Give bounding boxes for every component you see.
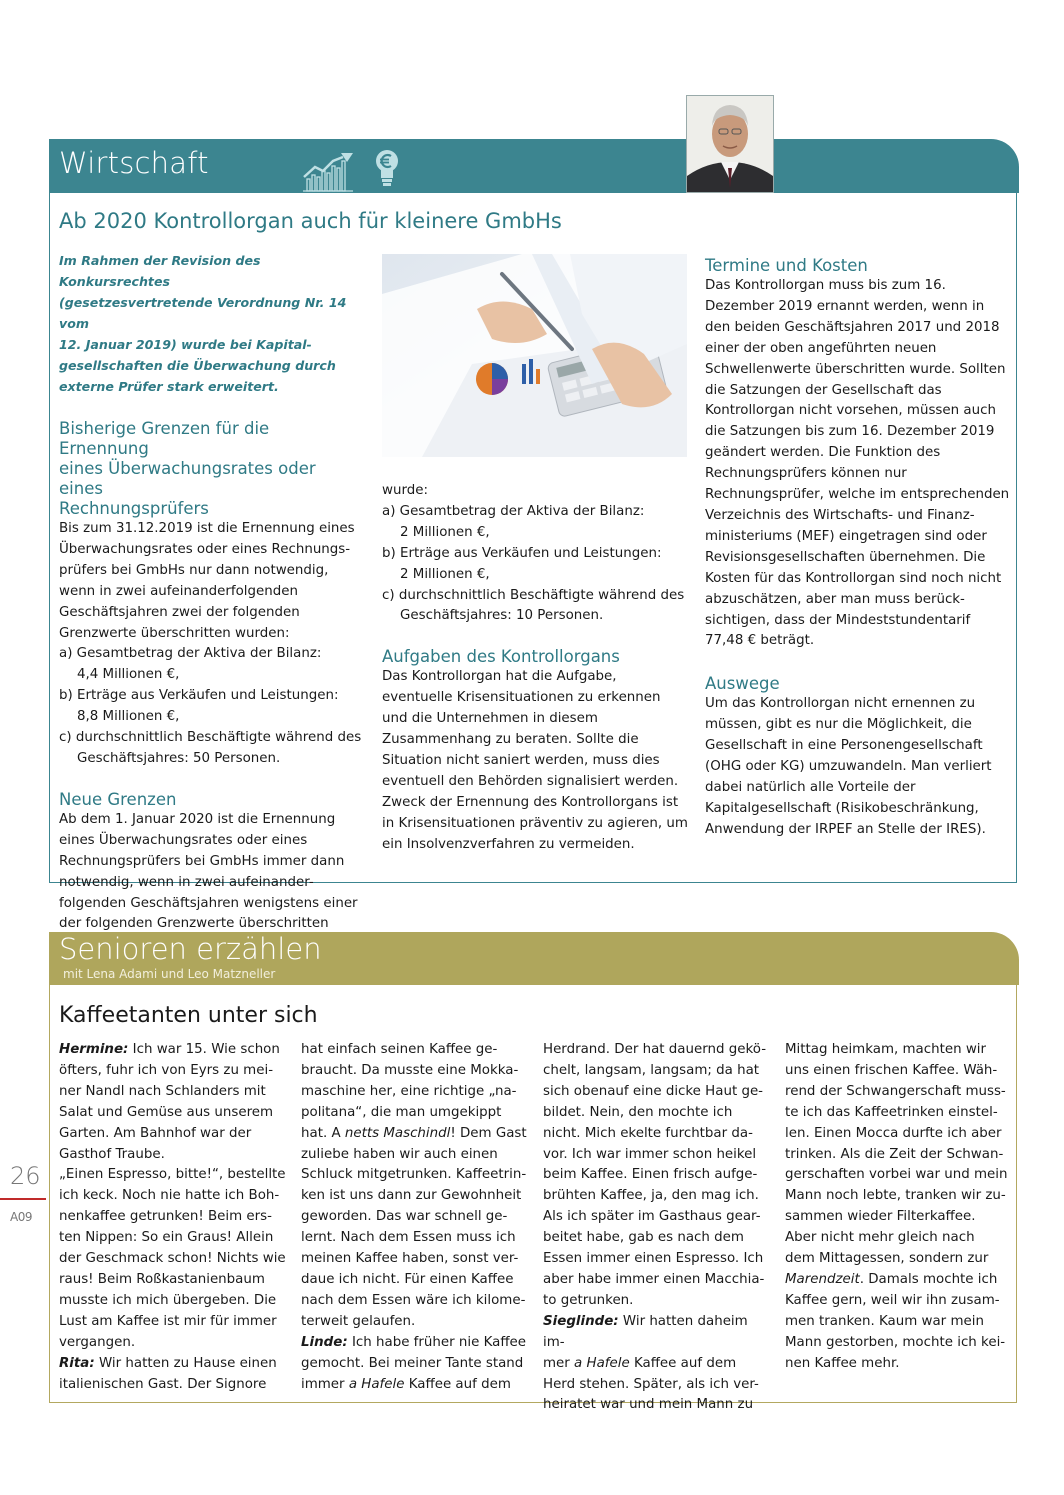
text-line: der Geschmack schon! Nichts wie xyxy=(59,1251,286,1267)
text-line: Essen immer einen Espresso. Ich xyxy=(543,1251,764,1267)
text-line: Marendzeit. Damals mochte ich xyxy=(785,1271,998,1287)
list-item: b) Erträge aus Verkäufen und Leistungen: 8,8 Millionen €, xyxy=(59,688,339,725)
subheading-neue-grenzen: Neue Grenzen xyxy=(59,789,177,809)
text-line: terweit gelaufen. xyxy=(301,1313,416,1329)
text-line: rend der Schwangerschaft muss- xyxy=(785,1083,1006,1099)
text-line: Mann noch lebte, tranken wir zu- xyxy=(785,1188,1006,1204)
text-line: mer a Hafele Kaffee auf dem xyxy=(543,1355,737,1371)
text-line: dem Mittagessen, sondern zur xyxy=(785,1251,989,1267)
wirtschaft-banner-title: Wirtschaft xyxy=(59,146,209,180)
paragraph: Bis zum 31.12.2019 ist die Ernennung eines Überwachungsrates oder eines Rechnungs- prüfers bei GmbHs nur dann notwendig, wenn in zwei aufeinanderfolgenden Geschäftsjahren zwei der folgenden Grenzwerte überschritten wurden: xyxy=(59,521,355,641)
author-portrait xyxy=(686,95,774,193)
text-line: Herdrand. Der hat dauernd gekö- xyxy=(543,1042,767,1057)
text-line: bildet. Nein, den mochte ich xyxy=(543,1104,733,1120)
paragraph: Um das Kontrollorgan nicht ernennen zu müssen, gibt es nur die Möglichkeit, die Gesellschaft in eine Personengesellschaft (OHG oder KG) umzuwandeln. Man verliert dabei natürlich alle Vorteile der Kapitalgesellschaft (Risikobeschränkung, Anwendung der IRPEF an Stelle der IRES). xyxy=(705,696,992,837)
text-line: gemocht. Bei meiner Tante stand xyxy=(301,1355,524,1371)
senioren-headline: Kaffeetanten unter sich xyxy=(59,1003,318,1028)
text-line: Kaffee gern, weil wir ihn zusam- xyxy=(785,1292,1000,1308)
text-line: te ich das Kaffeetrinken einstel- xyxy=(785,1104,998,1120)
text-line: Rita: Wir hatten zu Hause einen xyxy=(59,1355,277,1371)
text-line: len. Einen Mocca durfte ich aber xyxy=(785,1125,1002,1141)
text-line: vor. Ich war immer schon heikel xyxy=(543,1146,757,1162)
list-item: b) Erträge aus Verkäufen und Leistungen: 2 Millionen €, xyxy=(382,545,662,582)
paragraph: wurde: xyxy=(382,483,428,498)
text-line: braucht. Da musste eine Mokka- xyxy=(301,1062,519,1078)
lightbulb-euro-icon xyxy=(371,148,403,188)
text-line: Herd stehen. Später, als ich ver- xyxy=(543,1376,759,1392)
list-item: a) Gesamtbetrag der Aktiva der Bilanz: 4,4 Millionen €, xyxy=(59,646,322,683)
page-code: A09 xyxy=(10,1210,32,1224)
text-line: uns einen frischen Kaffee. Wäh- xyxy=(785,1062,998,1078)
text-line: aber habe immer einen Macchia- xyxy=(543,1271,765,1287)
text-line: raus! Beim Roßkastanienbaum xyxy=(59,1271,265,1287)
list-item: c) durchschnittlich Beschäftigte während des Geschäftsjahres: 50 Personen. xyxy=(59,730,362,766)
text-line: beim Kaffee. Einen frisch aufge- xyxy=(543,1167,758,1183)
text-line: daue ich nicht. Für einen Kaffee xyxy=(301,1271,514,1287)
paragraph: Das Kontrollorgan hat die Aufgabe, eventuelle Krisensituationen zu erkennen und die Unternehmen in diesem Zusammenhang zu beraten. Sollte die Situation nicht saniert werden, muss dies eventuell den Behörden signalisiert werden. Zweck der Ernennung des Kontrollorgans ist in Krisensituationen präventiv zu agieren, um ein Insolvenzverfahren zu vermeiden. xyxy=(382,669,688,852)
text-line: chelt, langsam, langsam; da hat xyxy=(543,1062,760,1078)
text-line: Gasthof Traube. xyxy=(59,1146,165,1162)
wirtschaft-column-3 xyxy=(705,256,1015,841)
page-number: 26 xyxy=(10,1162,41,1190)
text-line: brühten Kaffee, ja, den mag ich. xyxy=(543,1188,759,1204)
calculator-photo xyxy=(382,254,687,457)
subheading-bisherige-grenzen: Bisherige Grenzen für die Ernennung eines Überwachungsrates oder eines Rechnungsprüfers xyxy=(59,419,316,518)
text-line: Linde: Ich habe früher nie Kaffee xyxy=(301,1334,527,1350)
list-item: c) durchschnittlich Beschäftigte während des Geschäftsjahres: 10 Personen. xyxy=(382,587,685,624)
text-line: beitet habe, gab es nach dem xyxy=(543,1230,744,1246)
text-line: to getrunken. xyxy=(543,1292,634,1308)
text-line: ken ist uns dann zur Gewohnheit xyxy=(301,1188,522,1204)
senioren-column-3 xyxy=(543,1040,771,1416)
text-line: „Einen Espresso, bitte!“, bestellte xyxy=(59,1167,286,1183)
text-line: men tranken. Kaum war mein xyxy=(785,1313,984,1329)
text-line: Aber nicht mehr gleich nach xyxy=(785,1230,975,1246)
text-line: gerschaften vorbei war und mein xyxy=(785,1167,1008,1183)
text-line: lernt. Nach dem Essen muss ich xyxy=(301,1230,516,1246)
text-line: Mann gestorben, mochte ich kei- xyxy=(785,1334,1006,1350)
text-line: sammen wieder Filterkaffee. xyxy=(785,1209,976,1225)
wirtschaft-column-1 xyxy=(59,250,364,935)
growth-chart-icon xyxy=(301,151,355,193)
wirtschaft-column-2 xyxy=(382,481,692,856)
text-line: geworden. Das war schnell ge- xyxy=(301,1209,508,1225)
senioren-banner-subtitle: mit Lena Adami und Leo Matzneller xyxy=(63,967,276,981)
wirtschaft-headline: Ab 2020 Kontrollorgan auch für kleinere GmbHs xyxy=(59,209,562,233)
wirtschaft-banner xyxy=(49,139,1019,193)
page-marker-line xyxy=(0,1198,46,1200)
subheading-auswege: Auswege xyxy=(705,674,780,694)
text-line: sich obenauf eine dicke Haut ge- xyxy=(543,1083,764,1099)
text-line: öfters, fuhr ich von Eyrs zu mei- xyxy=(59,1062,274,1078)
text-line: meinen Kaffee haben, sonst ver- xyxy=(301,1251,519,1267)
text-line: Mittag heimkam, machten wir xyxy=(785,1042,987,1057)
text-line: italienischen Gast. Der Signore xyxy=(59,1376,267,1392)
text-line: heiratet war und mein Mann zu xyxy=(543,1397,754,1413)
senioren-column-1 xyxy=(59,1040,287,1395)
text-line: Sieglinde: Wir hatten daheim im- xyxy=(543,1313,748,1350)
text-line: hat einfach seinen Kaffee ge- xyxy=(301,1042,498,1057)
text-line: politana“, die man umgekippt xyxy=(301,1104,502,1120)
text-line: nicht. Mich ekelte furchtbar da- xyxy=(543,1125,753,1141)
text-line: ten Nippen: So ein Graus! Allein xyxy=(59,1230,274,1246)
text-line: trinken. Als die Zeit der Schwan- xyxy=(785,1146,1004,1162)
senioren-column-2 xyxy=(301,1040,529,1395)
senioren-banner xyxy=(49,932,1019,985)
text-line: nen Kaffee mehr. xyxy=(785,1355,900,1371)
list-old-limits xyxy=(59,644,364,769)
text-line: maschine her, eine richtige „na- xyxy=(301,1083,517,1099)
list-item: a) Gesamtbetrag der Aktiva der Bilanz: 2 Millionen €, xyxy=(382,503,645,540)
text-line: nenkaffee getrunken! Beim ers- xyxy=(59,1209,272,1225)
subheading-termine-kosten: Termine und Kosten xyxy=(705,256,868,275)
subheading-aufgaben: Aufgaben des Kontrollorgans xyxy=(382,647,620,667)
text-line: ner Nandl nach Schlanders mit xyxy=(59,1083,266,1099)
senioren-column-4 xyxy=(785,1040,1013,1375)
paragraph: Das Kontrollorgan muss bis zum 16. Dezember 2019 ernannt werden, wenn in den beiden Geschäftsjahren 2017 und 2018 einer der oben angeführten neuen Schwellenwerte überschritten wurde. Sollten die Satzungen der Gesellschaft das Kontrollorgan nicht vorsehen, müssen auch die Satzungen bis zum 16. Dezember 2019 geändert werden. Die Funktion des Rechnungsprüfers können nur Rechnungsprüfer, welche im entsprechenden Verzeichnis des Wirtschafts- und Finanz- ministeriums (MEF) eingetragen sind oder Revisionsgesellschaften übernehmen. Die Kosten für das Kontrollorgan sind noch nicht abzuschätzen, aber man muss berück- sichtigen, dass der Mindeststundentarif 77,48 € beträgt. xyxy=(705,278,1010,649)
intro-text: Im Rahmen der Revision des Konkursrechtes (gesetzesvertretende Verordnung Nr. 14 vom 12. Januar 2019) wurde bei Kapital- gesellschaften die Überwachung durch externe Prüfer stark erweitert. xyxy=(59,253,347,394)
text-line: ich keck. Noch nie hatte ich Boh- xyxy=(59,1188,280,1204)
senioren-banner-title: Senioren erzählen xyxy=(59,932,322,966)
text-line: immer a Hafele Kaffee auf dem xyxy=(301,1376,511,1392)
text-line: Lust am Kaffee ist mir für immer xyxy=(59,1313,277,1329)
text-line: Schluck mitgetrunken. Kaffeetrin- xyxy=(301,1167,527,1183)
text-line: zuliebe haben wir auch einen xyxy=(301,1146,498,1162)
text-line: hat. A netts Maschindl! Dem Gast xyxy=(301,1125,527,1141)
text-line: Salat und Gemüse aus unserem xyxy=(59,1104,274,1120)
text-line: Hermine: Ich war 15. Wie schon xyxy=(59,1042,280,1057)
text-line: Garten. Am Bahnhof war der xyxy=(59,1125,252,1141)
text-line: vergangen. xyxy=(59,1334,136,1350)
text-line: musste ich mich übergeben. Die xyxy=(59,1292,277,1308)
text-line: Als ich später im Gasthaus gear- xyxy=(543,1209,761,1225)
text-line: nach dem Essen wäre ich kilome- xyxy=(301,1292,526,1308)
list-new-limits xyxy=(382,502,692,627)
paragraph: Ab dem 1. Januar 2020 ist die Ernennung eines Überwachungsrates oder eines Rechnungsprüfers bei GmbHs immer dann notwendig, wenn in zwei aufeinander- folgenden Geschäftsjahren wenigstens einer der folgenden Grenzwerte überschritten xyxy=(59,811,358,932)
